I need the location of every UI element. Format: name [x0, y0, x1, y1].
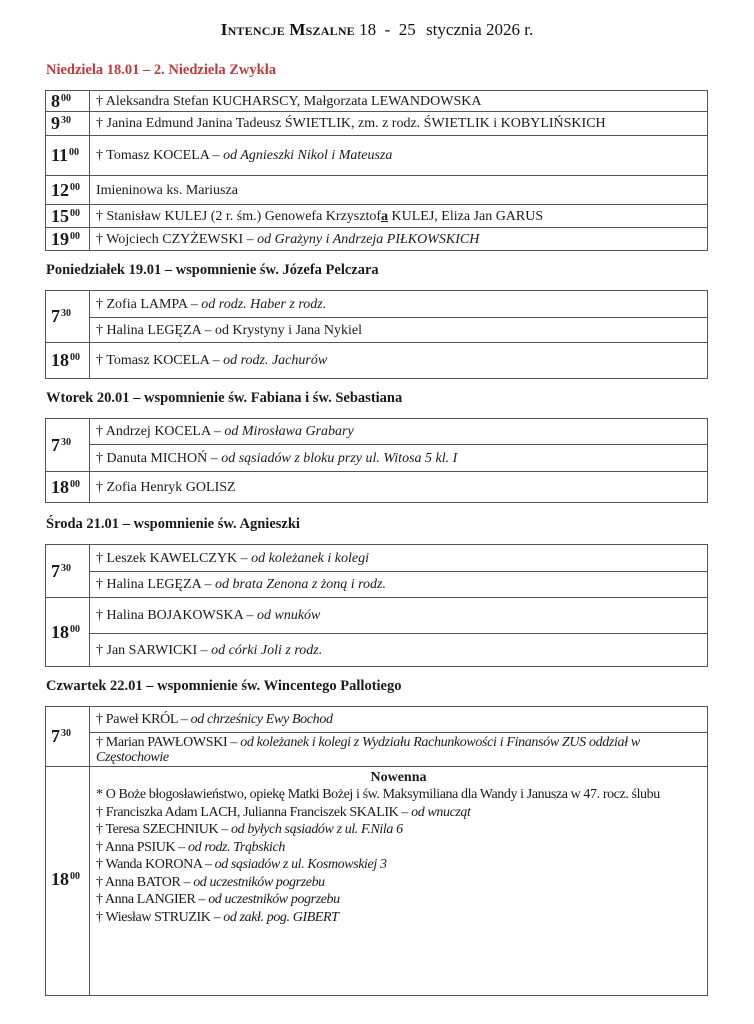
intention-text: † Halina LEGĘZA – od Krystyny i Jana Nykiel [96, 322, 362, 338]
time-minutes: 00 [61, 92, 71, 104]
time-minutes: 00 [70, 871, 80, 882]
intention-text: † Leszek KAWELCZYK – [96, 550, 252, 566]
intention [90, 598, 708, 634]
time-minutes: 00 [70, 478, 80, 490]
mass-time [46, 228, 90, 251]
time-minutes: 00 [70, 352, 80, 363]
mass-table-monday [45, 290, 708, 379]
intention [96, 909, 701, 927]
title-smallcaps: Intencje Mszalne [220, 20, 355, 39]
intention-from: od byłych sąsiadów z ul. F.Nila 6 [231, 822, 403, 837]
intention-from: od córki Joli z rodz. [211, 642, 323, 658]
mass-table-tuesday [45, 418, 708, 503]
intention-text: Imieninowa ks. Mariusza [96, 182, 238, 198]
intention-from: od Agnieszki Nikol i Mateusza [223, 148, 393, 163]
mass-table-wednesday [45, 544, 708, 667]
intention-text: † Zofia LAMPA – [96, 296, 202, 312]
mass-row [46, 176, 708, 205]
intention [90, 112, 708, 136]
intention [90, 91, 708, 112]
intention [96, 891, 701, 909]
time-hour: 19 [51, 228, 69, 249]
mass-table-thursday [45, 706, 708, 996]
intention-underlined-letter: a [381, 208, 388, 224]
mass-time [46, 419, 90, 472]
time-hour: 7 [51, 306, 60, 326]
mass-row [46, 767, 708, 996]
intention-text: † Wiesław STRUZIK – [96, 909, 224, 925]
time-minutes: 00 [70, 623, 80, 635]
mass-time [46, 112, 90, 136]
time-minutes: 00 [69, 147, 80, 158]
title-month-year: stycznia 2026 r. [426, 20, 534, 39]
intention-from: od wnuków [257, 608, 321, 623]
intention-from: od rodz. Jachurów [223, 353, 328, 368]
mass-row [46, 733, 708, 767]
intention [90, 205, 708, 228]
intention-from: od koleżanek i kolegi [251, 550, 369, 566]
mass-row [46, 228, 708, 251]
intention-text: † Jan SARWICKI – [96, 642, 212, 658]
intention-from: od brata Zenona z żoną i rodz. [214, 577, 386, 592]
time-hour: 18 [51, 869, 69, 889]
mass-row [46, 598, 708, 634]
intention-text: † Wojciech CZYŻEWSKI – [96, 231, 258, 247]
intention [90, 136, 708, 176]
intention-text: † Andrzej KOCELA – [96, 424, 225, 439]
intention [90, 733, 708, 767]
mass-row [46, 419, 708, 445]
mass-row [46, 136, 708, 176]
mass-row [46, 472, 708, 503]
mass-row [46, 572, 708, 598]
mass-time [46, 545, 90, 598]
mass-row [46, 205, 708, 228]
intention-text: † Halina BOJAKOWSKA – [96, 608, 257, 623]
mass-row [46, 291, 708, 318]
intention-from: od uczestników pogrzebu [193, 874, 325, 890]
time-hour: 11 [51, 145, 69, 165]
day-heading-wednesday: Środa 21.01 – wspomnienie św. Agnieszki [46, 516, 300, 532]
intention-text: † Danuta MICHOŃ – [96, 450, 222, 466]
time-hour: 7 [51, 434, 60, 455]
intention-text: † Tomasz KOCELA – [96, 353, 224, 368]
intention [90, 343, 708, 379]
intention-text: † Wanda KORONA – [96, 857, 215, 872]
intention-text: † Anna LANGIER – [96, 892, 209, 907]
day-heading-sunday: Niedziela 18.01 – 2. Niedziela Zwykła [46, 62, 276, 78]
intention [90, 572, 708, 598]
mass-time [46, 176, 90, 205]
intention-text: † Marian PAWŁOWSKI – [96, 734, 241, 750]
intention-text: † Tomasz KOCELA – [96, 148, 224, 163]
intention [90, 472, 708, 503]
mass-row [46, 318, 708, 343]
intention-text: † Zofia Henryk GOLISZ [96, 479, 236, 495]
intention-from: od Mirosława Grabary [224, 424, 354, 439]
time-minutes: 30 [61, 115, 71, 126]
day-heading-thursday: Czwartek 22.01 – wspomnienie św. Wincentego Pallotiego [46, 678, 402, 694]
page-title [0, 20, 754, 40]
intention-from: od Grażyny i Andrzeja PIŁKOWSKICH [257, 231, 480, 247]
mass-row [46, 343, 708, 379]
intention-text: † Stanisław KULEJ (2 r. śm.) Genowefa Krzysztof [96, 208, 381, 224]
intention [90, 545, 708, 572]
intention-from: od rodz. Haber z rodz. [201, 296, 327, 312]
mass-row [46, 112, 708, 136]
mass-time [46, 707, 90, 767]
intention-text: † Teresa SZECHNIUK – [96, 822, 232, 837]
intention [90, 291, 708, 318]
time-hour: 9 [51, 113, 60, 133]
time-minutes: 30 [61, 436, 71, 448]
intention [90, 445, 708, 472]
mass-time [46, 472, 90, 503]
mass-row [46, 91, 708, 112]
nowenna-title: Nowenna [370, 770, 427, 785]
time-hour: 18 [51, 476, 69, 497]
intention-from: od chrześnicy Ewy Bochod [190, 712, 333, 727]
mass-row [46, 445, 708, 472]
time-hour: 15 [51, 205, 69, 226]
day-heading-monday: Poniedziałek 19.01 – wspomnienie św. Józefa Pelczara [46, 262, 379, 278]
nowenna-intentions [90, 767, 708, 996]
time-minutes: 30 [61, 728, 71, 739]
intention-from: od wnucząt [411, 804, 471, 820]
mass-row [46, 707, 708, 733]
intention-text: KULEJ, Eliza Jan GARUS [388, 208, 544, 224]
time-minutes: 30 [61, 562, 71, 574]
intention [96, 839, 701, 857]
intention [96, 874, 701, 892]
time-minutes: 00 [70, 207, 80, 219]
time-hour: 8 [51, 90, 60, 111]
mass-time [46, 136, 90, 176]
mass-row [46, 634, 708, 667]
intention [96, 856, 701, 874]
intention [90, 707, 708, 733]
intention [90, 318, 708, 343]
intention-text: † Aleksandra Stefan KUCHARSCY, Małgorzata LEWANDOWSKA [96, 93, 482, 109]
intention [90, 228, 708, 251]
mass-time [46, 205, 90, 228]
mass-time [46, 767, 90, 996]
mass-time [46, 343, 90, 379]
intention-text: † Halina LEGĘZA – [96, 577, 215, 592]
day-heading-tuesday: Wtorek 20.01 – wspomnienie św. Fabiana i św. Sebastiana [46, 390, 403, 406]
mass-time [46, 291, 90, 343]
intention-text: † Anna BATOR – [96, 874, 194, 890]
time-minutes: 00 [70, 230, 80, 242]
mass-time [46, 91, 90, 112]
time-hour: 7 [51, 560, 60, 581]
intention-text: † Janina Edmund Janina Tadeusz ŚWIETLIK, zm. z rodz. ŚWIETLIK i KOBYLIŃSKICH [96, 116, 606, 131]
time-minutes: 00 [70, 181, 80, 193]
intention-from: od zakł. pog. GIBERT [223, 909, 339, 925]
time-hour: 18 [51, 350, 69, 370]
time-minutes: 30 [61, 308, 71, 319]
time-hour: 18 [51, 621, 69, 642]
intention [90, 634, 708, 667]
intention [96, 786, 701, 804]
intention-from: od sąsiadów z bloku przy ul. Witosa 5 kl. I [221, 450, 458, 466]
intention [90, 419, 708, 445]
mass-time [46, 598, 90, 667]
mass-table-sunday [45, 90, 708, 251]
time-hour: 12 [51, 179, 69, 200]
intention-from: od rodz. Trąbskich [188, 839, 285, 855]
intention-text: † Anna PSIUK – [96, 839, 189, 855]
mass-row [46, 545, 708, 572]
time-hour: 7 [51, 726, 60, 746]
intention [90, 176, 708, 205]
intention-text: † Paweł KRÓL – [96, 712, 191, 727]
intention [96, 821, 701, 839]
intention-from: od uczestników pogrzebu [208, 892, 340, 907]
intention-text: † Franciszka Adam LACH, Julianna Franciszek SKALIK – [96, 804, 412, 820]
intention-from: od koleżanek i kolegi z Wydziału Rachunkowości i Finansów ZUS oddział w Częstochowie [96, 734, 640, 765]
intention-from: od sąsiadów z ul. Kosmowskiej 3 [214, 857, 387, 872]
title-date-range: 18 - 25 [359, 20, 416, 39]
intention-text: * O Boże błogosławieństwo, opiekę Matki Bożej i św. Maksymiliana dla Wandy i Janusza w 47. rocz. ślubu [96, 787, 660, 802]
intention [96, 804, 701, 822]
